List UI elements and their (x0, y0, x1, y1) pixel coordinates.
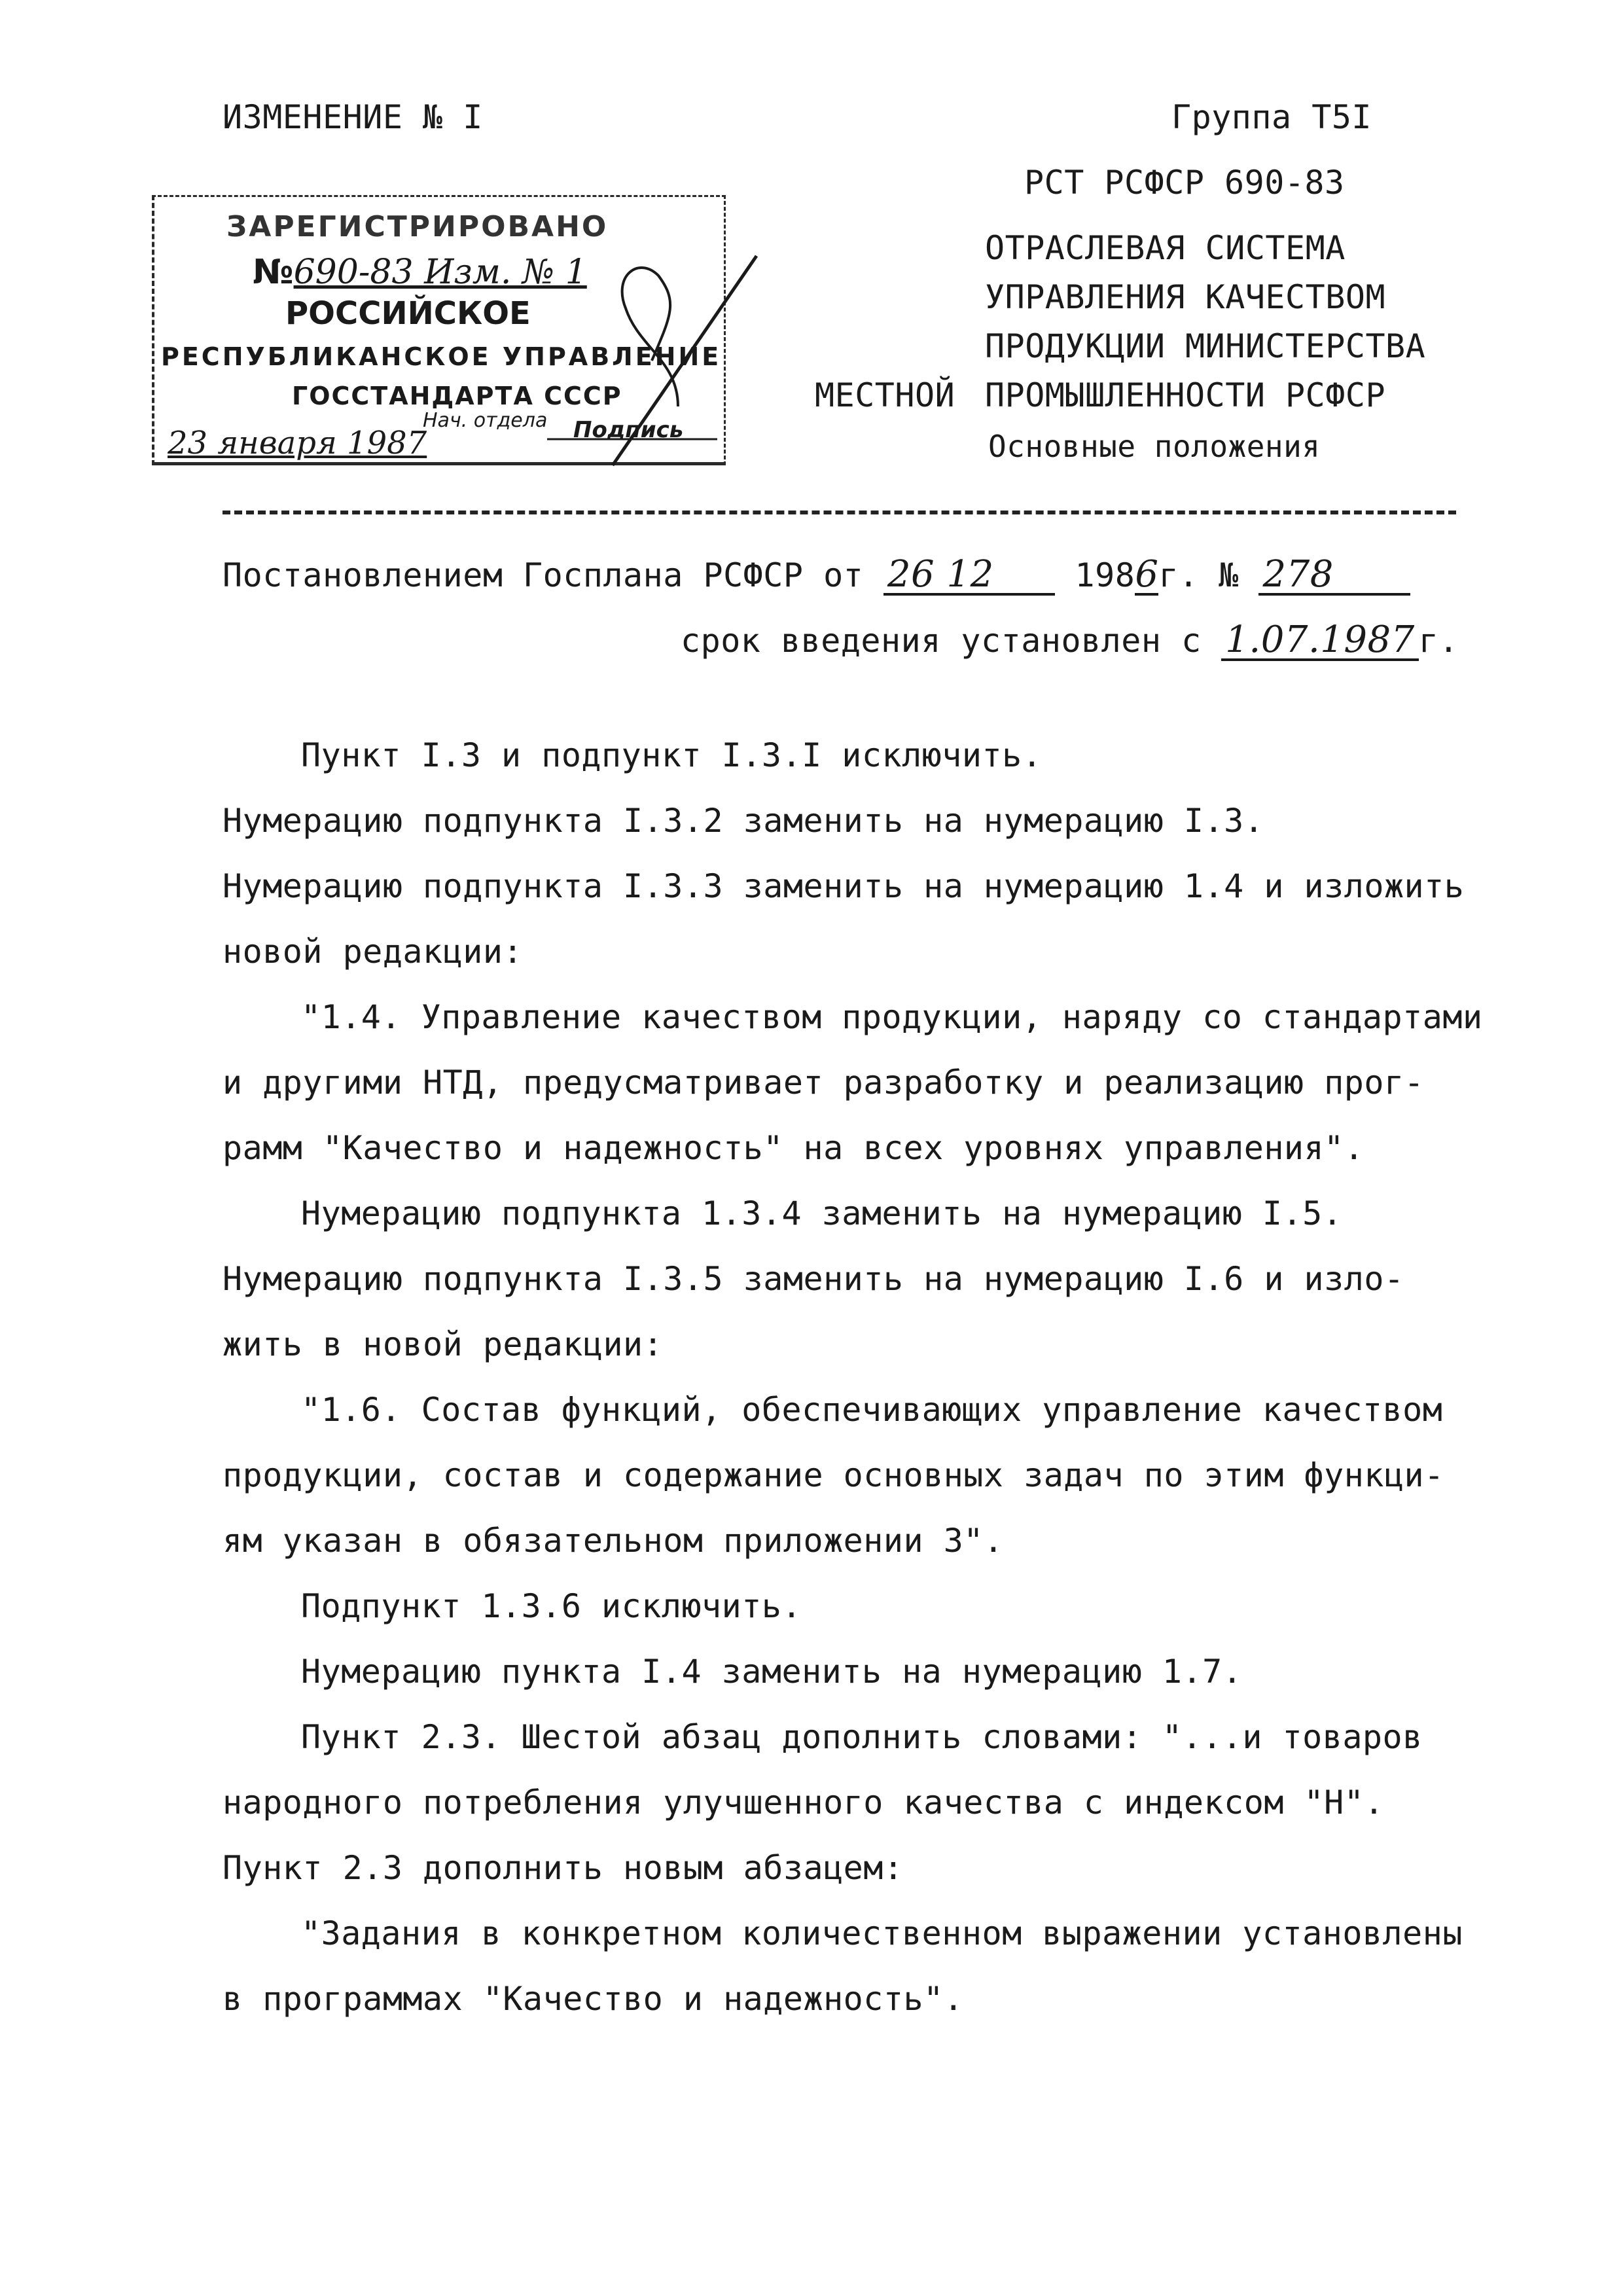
decree-date-handwritten: 26 12 (883, 556, 1055, 596)
body-line: "Задания в конкретном количественном выражении установлены (301, 1914, 1463, 1952)
body-line: Нумерацию подпункта 1.3.4 заменить на нумерацию I.5. (301, 1194, 1343, 1232)
effective-suffix: г. (1418, 622, 1459, 660)
body-line: продукции, состав и содержание основных задач по этим функци- (223, 1456, 1444, 1494)
header-divider (223, 511, 1456, 514)
body-line: Нумерацию подпункта I.3.5 заменить на нумерацию I.6 и изло- (223, 1260, 1404, 1298)
title-line-2: УПРАВЛЕНИЯ КАЧЕСТВОМ (985, 278, 1386, 316)
body-line: Пункт I.3 и подпункт I.3.I исключить. (301, 736, 1043, 774)
effective-date-handwritten: 1.07.1987 (1221, 622, 1419, 661)
effective-label: срок введения установлен с (681, 622, 1202, 660)
decree-year-prefix: 198 (1075, 556, 1135, 594)
registration-stamp (152, 195, 726, 465)
title-line-3: ПРОДУКЦИИ МИНИСТЕРСТВА (985, 327, 1426, 365)
decree-text: Постановлением Госплана РСФСР от (223, 556, 864, 594)
body-line: новой редакции: (223, 933, 524, 971)
title-line-1: ОТРАСЛЕВАЯ СИСТЕМА (985, 229, 1346, 267)
signature-mark (154, 197, 724, 462)
stamp-number-handwritten: 690-83 Изм. № 1 (293, 253, 587, 292)
stamp-line-administration: РЕСПУБЛИКАНСКОЕ УПРАВЛЕНИЕ (161, 342, 722, 371)
effective-date-line (681, 619, 1459, 661)
body-line: Пункт 2.3 дополнить новым абзацем: (223, 1849, 904, 1887)
body-line: Нумерацию подпункта I.3.2 заменить на нумерацию I.3. (223, 802, 1264, 840)
stamp-number-prefix: № (253, 253, 294, 292)
stamp-line-russian: РОССИЙСКОЕ (285, 295, 531, 332)
body-line: Подпункт 1.3.6 исключить. (301, 1587, 802, 1625)
body-line: ям указан в обязательном приложении 3". (223, 1522, 1004, 1560)
body-line: народного потребления улучшенного качества с индексом "Н". (223, 1784, 1384, 1821)
decree-number-handwritten: 278 (1258, 556, 1410, 596)
standard-number: РСТ РСФСР 690-83 (1024, 164, 1345, 202)
decree-year-handwritten: 6 (1135, 553, 1159, 596)
change-label: ИЗМЕНЕНИЕ № I (223, 98, 483, 136)
stamp-line-dept-head: Нач. отдела (423, 409, 548, 432)
stamp-date-handwritten: 23 января 1987 (168, 425, 427, 461)
decree-line (223, 553, 1410, 596)
stamp-line-signature-label: Подпись (573, 417, 684, 443)
stamp-line-registered: ЗАРЕГИСТРИРОВАНО (226, 210, 609, 243)
body-line: Нумерацию пункта I.4 заменить на нумерацию 1.7. (301, 1653, 1243, 1691)
title-line-4: ПРОМЫШЛЕННОСТИ РСФСР (985, 376, 1386, 414)
group-label: Группа Т5I (1171, 98, 1372, 136)
body-line: в программах "Качество и надежность". (223, 1980, 964, 2018)
body-line: "1.4. Управление качеством продукции, наряду со стандартами (301, 998, 1483, 1036)
body-line: Пункт 2.3. Шестой абзац дополнить словами: "...и товаров (301, 1718, 1423, 1756)
title-prefix: МЕСТНОЙ (815, 376, 955, 414)
body-line: Нумерацию подпункта I.3.3 заменить на нумерацию 1.4 и изложить (223, 867, 1465, 905)
title-subtitle: Основные положения (988, 429, 1321, 464)
body-line: и другими НТД, предусматривает разработку и реализацию прог- (223, 1064, 1425, 1102)
body-line: жить в новой редакции: (223, 1325, 664, 1363)
body-line: "1.6. Состав функций, обеспечивающих управление качеством (301, 1391, 1443, 1429)
decree-number-label: г. № (1158, 556, 1239, 594)
body-line: рамм "Качество и надежность" на всех уровнях управления". (223, 1129, 1364, 1167)
stamp-line-gosstandart: ГОССТАНДАРТА СССР (292, 382, 622, 410)
